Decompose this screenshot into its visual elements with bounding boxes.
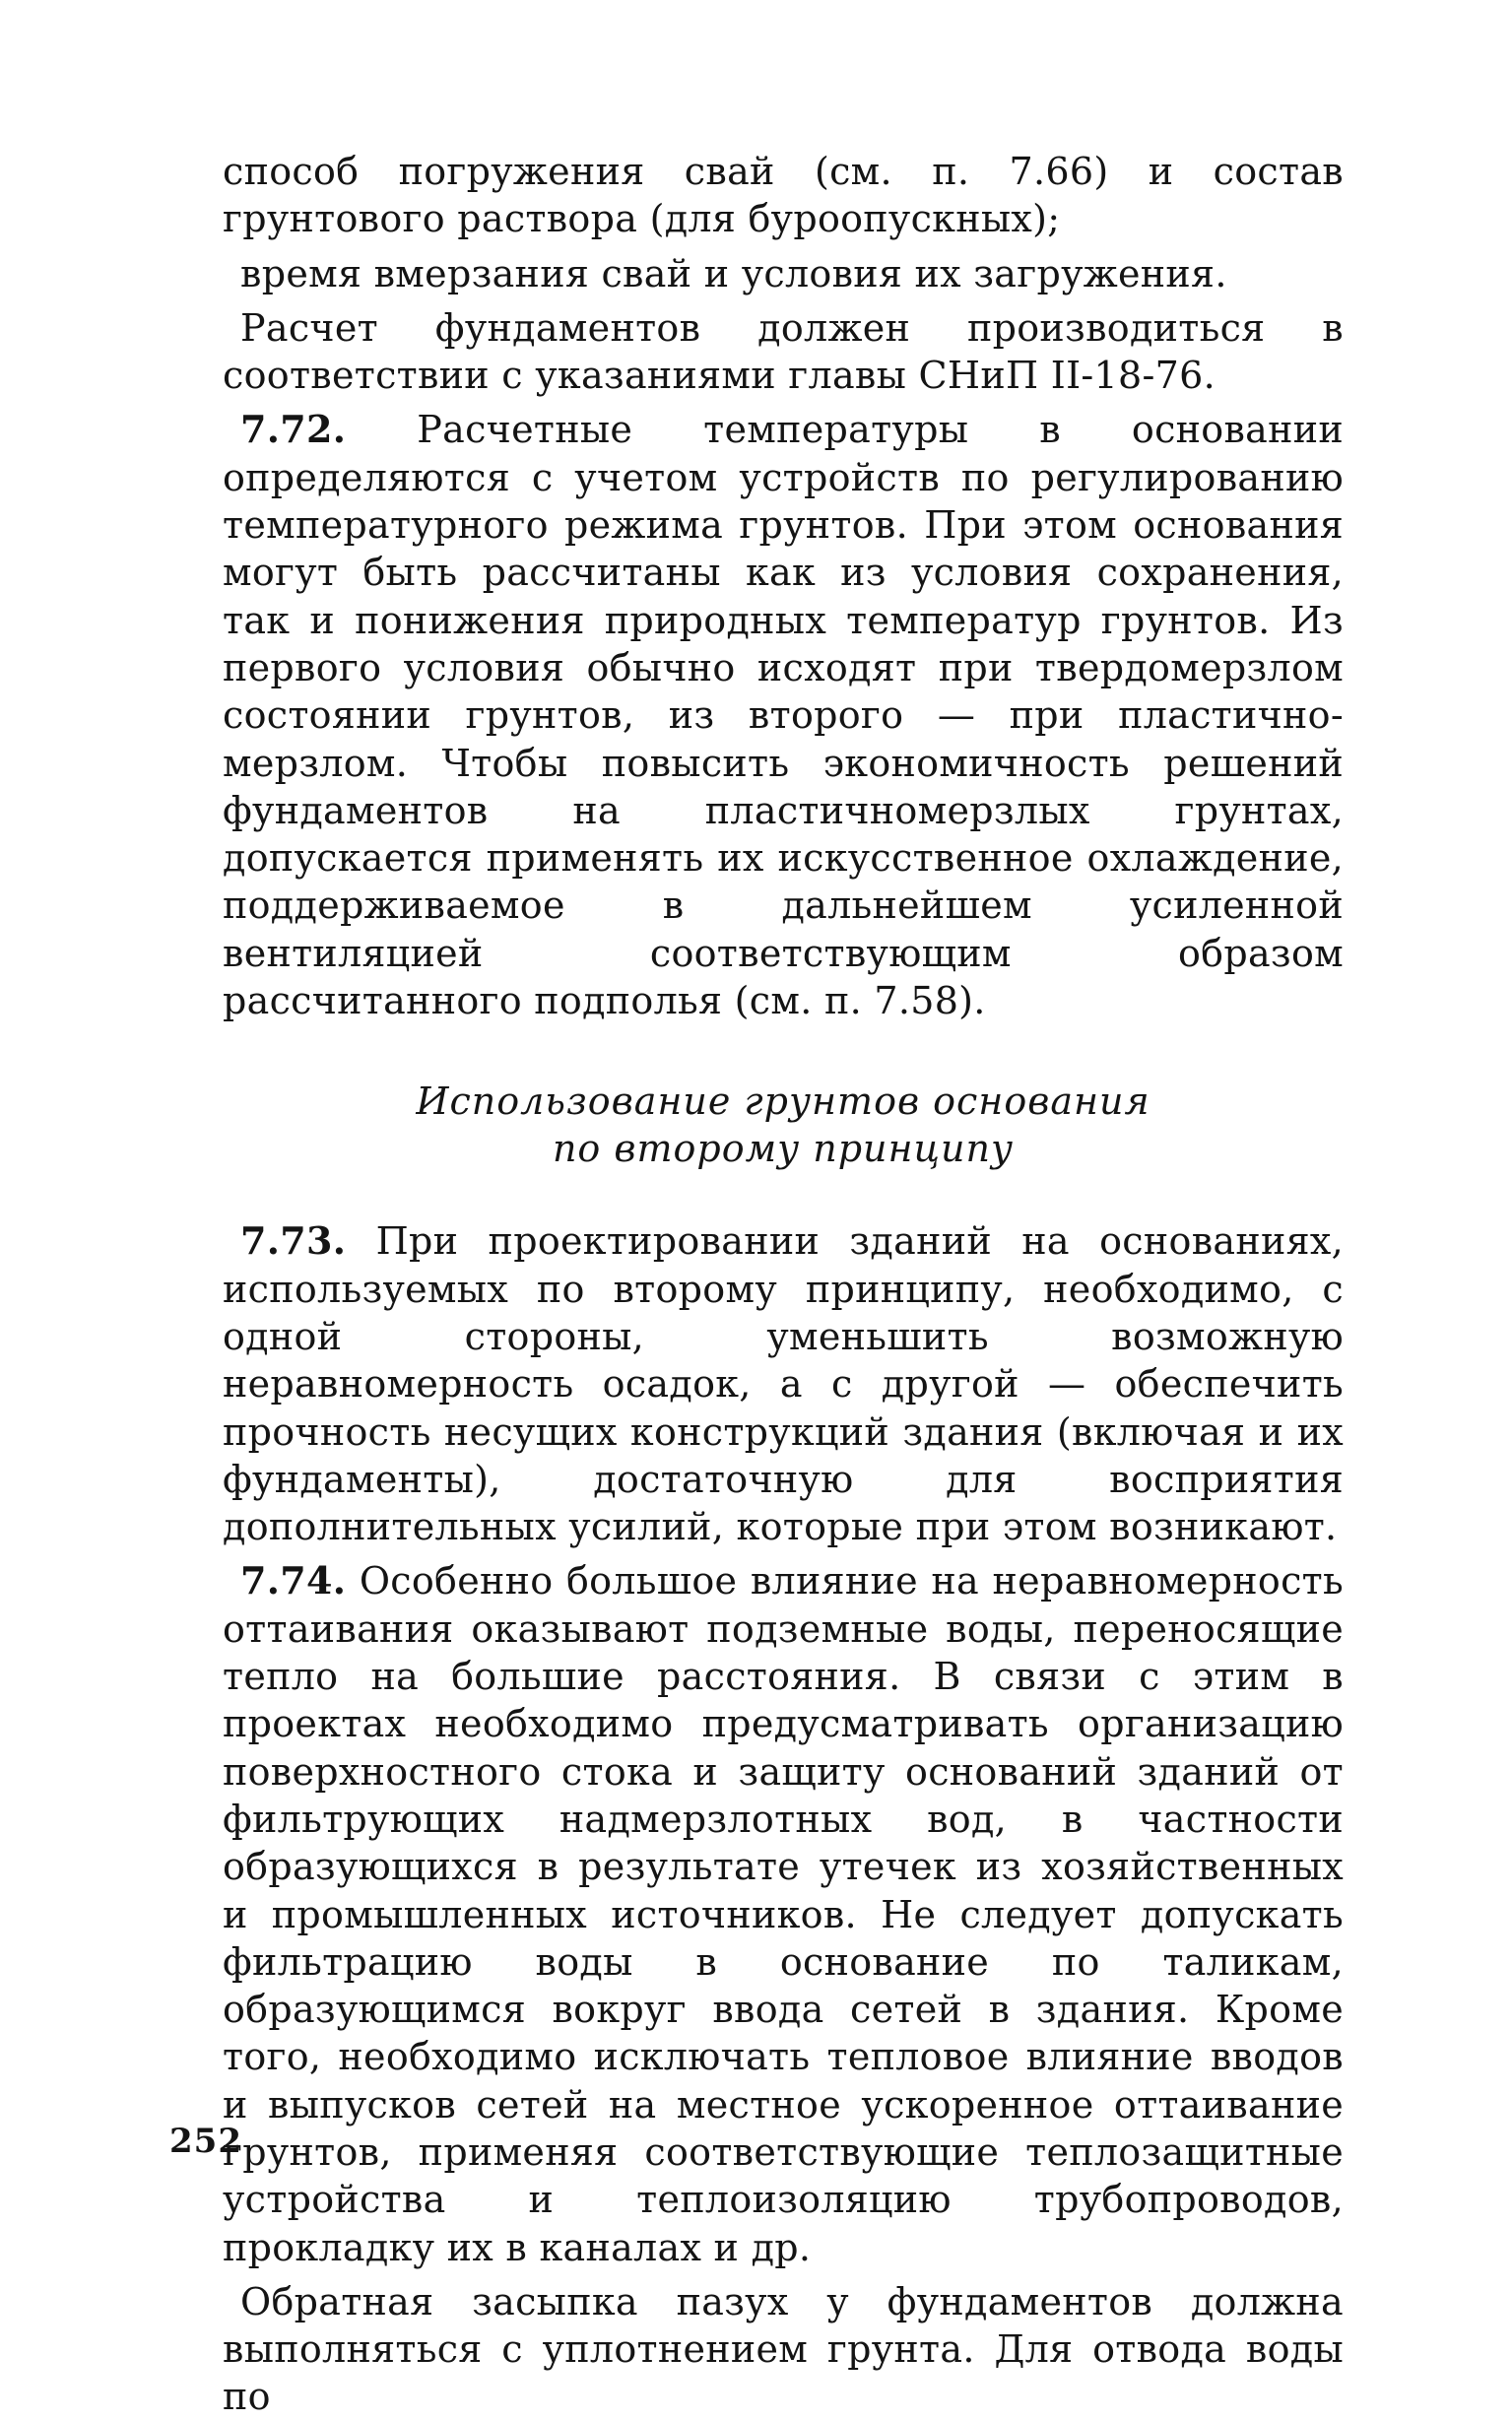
section-heading-line-2: по второму принципу: [552, 1127, 1015, 1171]
section-heading: [223, 1078, 1344, 1172]
page-number: 252: [169, 2122, 242, 2161]
paragraph-text: способ погружения свай (см. п. 7.66) и состав грунтового раствора (для буроопускных);: [223, 150, 1344, 241]
text-column: [223, 148, 1344, 2421]
clause-number: 7.74.: [240, 1558, 347, 1603]
paragraph-freezing-time: [223, 250, 1344, 297]
clause-number: 7.73.: [240, 1218, 347, 1264]
paragraph-text: При проектировании зданий на основаниях, используемых по второму принципу, необходимо, с одной стороны, уменьшить возможную неравномерность осадок, а с другой — обеспечить прочность несущих конструкций здания (включая и их фундаменты), достаточную для восприятия дополнительных усилий, которые при этом возникают.: [223, 1219, 1344, 1549]
paragraph-7-73: [223, 1217, 1344, 1550]
paragraph-text: Расчет фундаментов должен производиться в соответствии с указаниями главы СНиП II-18-76.: [223, 305, 1344, 398]
paragraph-text: время вмерзания свай и условия их загружения.: [240, 251, 1227, 295]
paragraph-text: Обратная засыпка пазух у фундаментов должна выполняться с уплотнением грунта. Для отвода воды по: [223, 2279, 1344, 2419]
paragraph-backfill: [223, 2278, 1344, 2421]
paragraph-foundation-calc: [223, 304, 1344, 400]
paragraph-7-74: [223, 1557, 1344, 2270]
paragraph-text: Особенно большое влияние на неравномерность оттаивания оказывают подземные воды, переносящие тепло на большие расстояния. В связи с этим в проектах необходимо предусматривать организацию поверхностного стока и защиту оснований зданий от фильтрующих надмерзлотных вод, в частности образующихся в результате утечек из хозяйственных и промышленных источников. Не следует допускать фильтрацию воды в основание по таликам, образующимся вокруг ввода сетей в здания. Кроме того, необходимо исключать тепловое влияние вводов и выпусков сетей на местное ускоренное оттаивание грунтов, применяя соответствующие теплозащитные устройства и теплоизоляцию трубопроводов, прокладку их в каналах и др.: [223, 1559, 1344, 2269]
clause-number: 7.72.: [240, 407, 347, 452]
paragraph-pile-method: [223, 148, 1344, 243]
paragraph-7-72: [223, 406, 1344, 1024]
paragraph-text: Расчетные температуры в основании определяются с учетом устройств по регулированию температурного режима грунтов. При этом основания могут быть рассчитаны как из условия сохранения, так и понижения природных температур грунтов. Из первого условия обычно исходят при твердомерзлом состоянии грунтов, из второго — при пластично-мерзлом. Чтобы повысить экономичность решений фундаментов на пластичномерзлых грунтах, допускается применять их искусственное охлаждение, поддерживаемое в дальнейшем усиленной вентиляцией соответствующим образом рассчитанного подполья (см. п. 7.58).: [223, 408, 1344, 1023]
section-heading-line-1: Использование грунтов основания: [416, 1080, 1150, 1124]
